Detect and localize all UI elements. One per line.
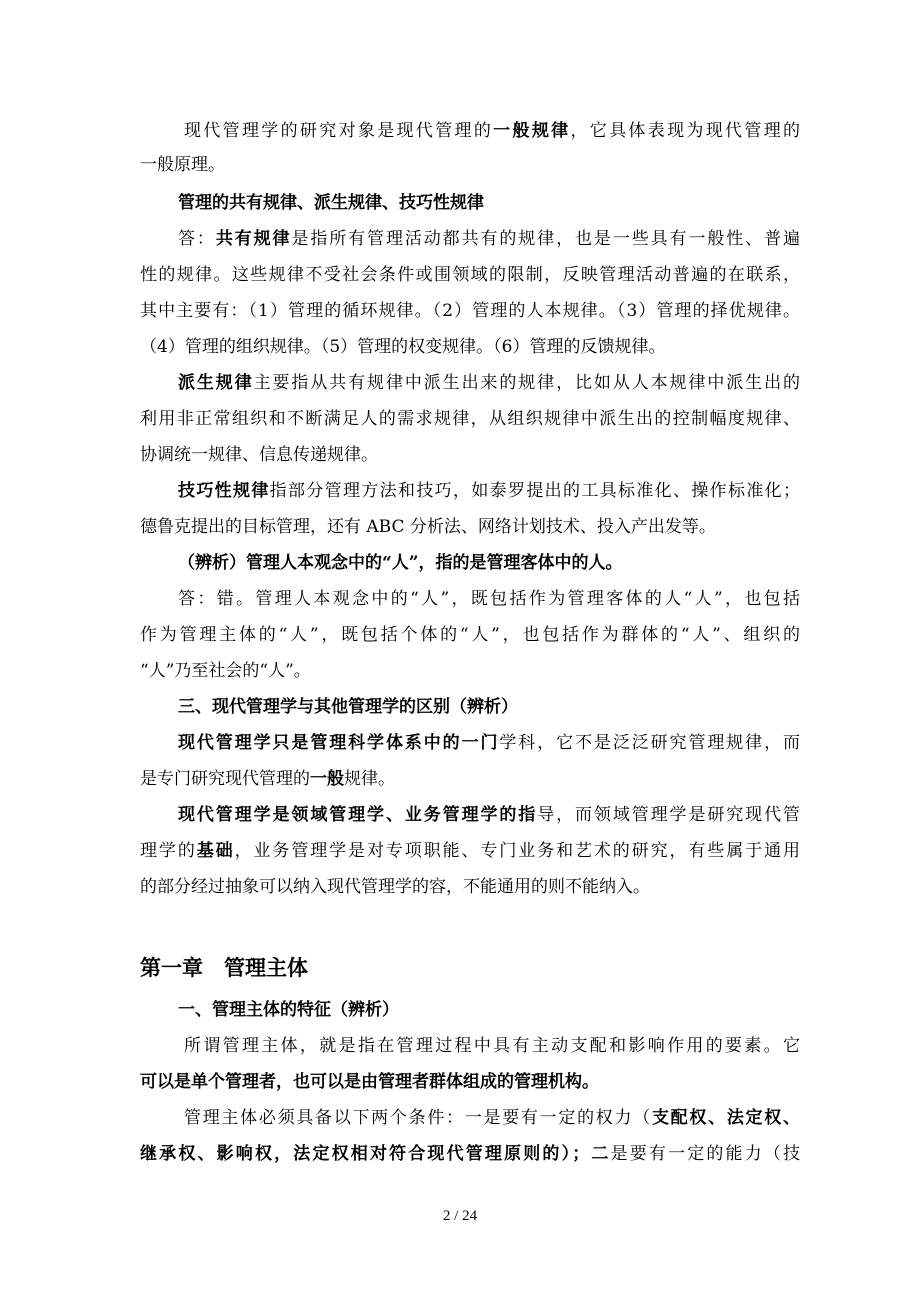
- paragraph-line: 理学的基础，业务管理学是对专项职能、专门业务和艺术的研究，有些属于通用: [140, 841, 801, 861]
- page-number: 2 / 24: [442, 1208, 478, 1224]
- paragraph-line: 利用非正常组织和不断满足人的需求规律，从组织规律中派生出的控制幅度规律、: [140, 409, 800, 429]
- section-heading: 三、现代管理学与其他管理学的区别（辨析）: [178, 697, 518, 717]
- question-heading: （辨析）管理人本观念中的“人”，指的是管理客体中的人。: [178, 553, 623, 573]
- paragraph-line: 可以是单个管理者，也可以是由管理者群体组成的管理机构。: [140, 1072, 599, 1092]
- paragraph-line: 所谓管理主体，就是指在管理过程中具有主动支配和影响作用的要素。它: [184, 1036, 800, 1056]
- paragraph-line: 派生规律主要指从共有规律中派生出来的规律，比如从人本规律中派生出的: [178, 373, 800, 393]
- paragraph-line: 其中主要有：（1）管理的循环规律。（2）管理的人本规律。（3）管理的择优规律。: [140, 301, 800, 321]
- paragraph-line: 协调统一规律、信息传递规律。: [140, 445, 378, 465]
- chapter-title: 第一章 管理主体: [140, 956, 308, 980]
- paragraph-line: 管理主体必须具备以下两个条件：一是要有一定的权力（支配权、法定权、: [184, 1108, 800, 1128]
- paragraph-line: 继承权、影响权，法定权相对符合现代管理原则的）；二是要有一定的能力（技: [140, 1144, 801, 1164]
- paragraph-line: （4）管理的组织规律。（5）管理的权变规律。（6）管理的反馈规律。: [140, 337, 666, 357]
- section-heading: 一、管理主体的特征（辨析）: [178, 1000, 399, 1020]
- paragraph-line: 现代管理学的研究对象是现代管理的一般规律，它具体表现为现代管理的: [184, 121, 801, 141]
- paragraph-line: 答：错。管理人本观念中的“人”，既包括作为管理客体的人“人”，也包括: [178, 589, 800, 609]
- paragraph-line: 现代管理学是领域管理学、业务管理学的指导，而领域管理学是研究现代管: [178, 805, 800, 825]
- paragraph-line: 现代管理学只是管理科学体系中的一门学科，它不是泛泛研究管理规律，而: [178, 733, 800, 753]
- paragraph-line: 作为管理主体的“人”，既包括个体的“人”，也包括作为群体的“人”、组织的: [140, 625, 800, 645]
- paragraph-line: 性的规律。这些规律不受社会条件或围领域的限制，反映管理活动普遍的在联系，: [140, 265, 800, 285]
- paragraph-line: 技巧性规律指部分管理方法和技巧，如泰罗提出的工具标准化、操作标准化；: [178, 481, 801, 501]
- paragraph-line: 的部分经过抽象可以纳入现代管理学的容，不能通用的则不能纳入。: [140, 877, 650, 897]
- paragraph-line: 一般原理。: [140, 155, 225, 175]
- paragraph-line: 是专门研究现代管理的一般规律。: [140, 769, 395, 789]
- paragraph-line: 答：共有规律是指所有管理活动都共有的规律，也是一些具有一般性、普遍: [178, 229, 800, 249]
- paragraph-line: 德鲁克提出的目标管理，还有 ABC 分析法、网络计划技术、投入产出发等。: [140, 517, 716, 537]
- paragraph-line: “人”乃至社会的“人”。: [140, 661, 311, 681]
- section-heading: 管理的共有规律、派生规律、技巧性规律: [178, 193, 484, 213]
